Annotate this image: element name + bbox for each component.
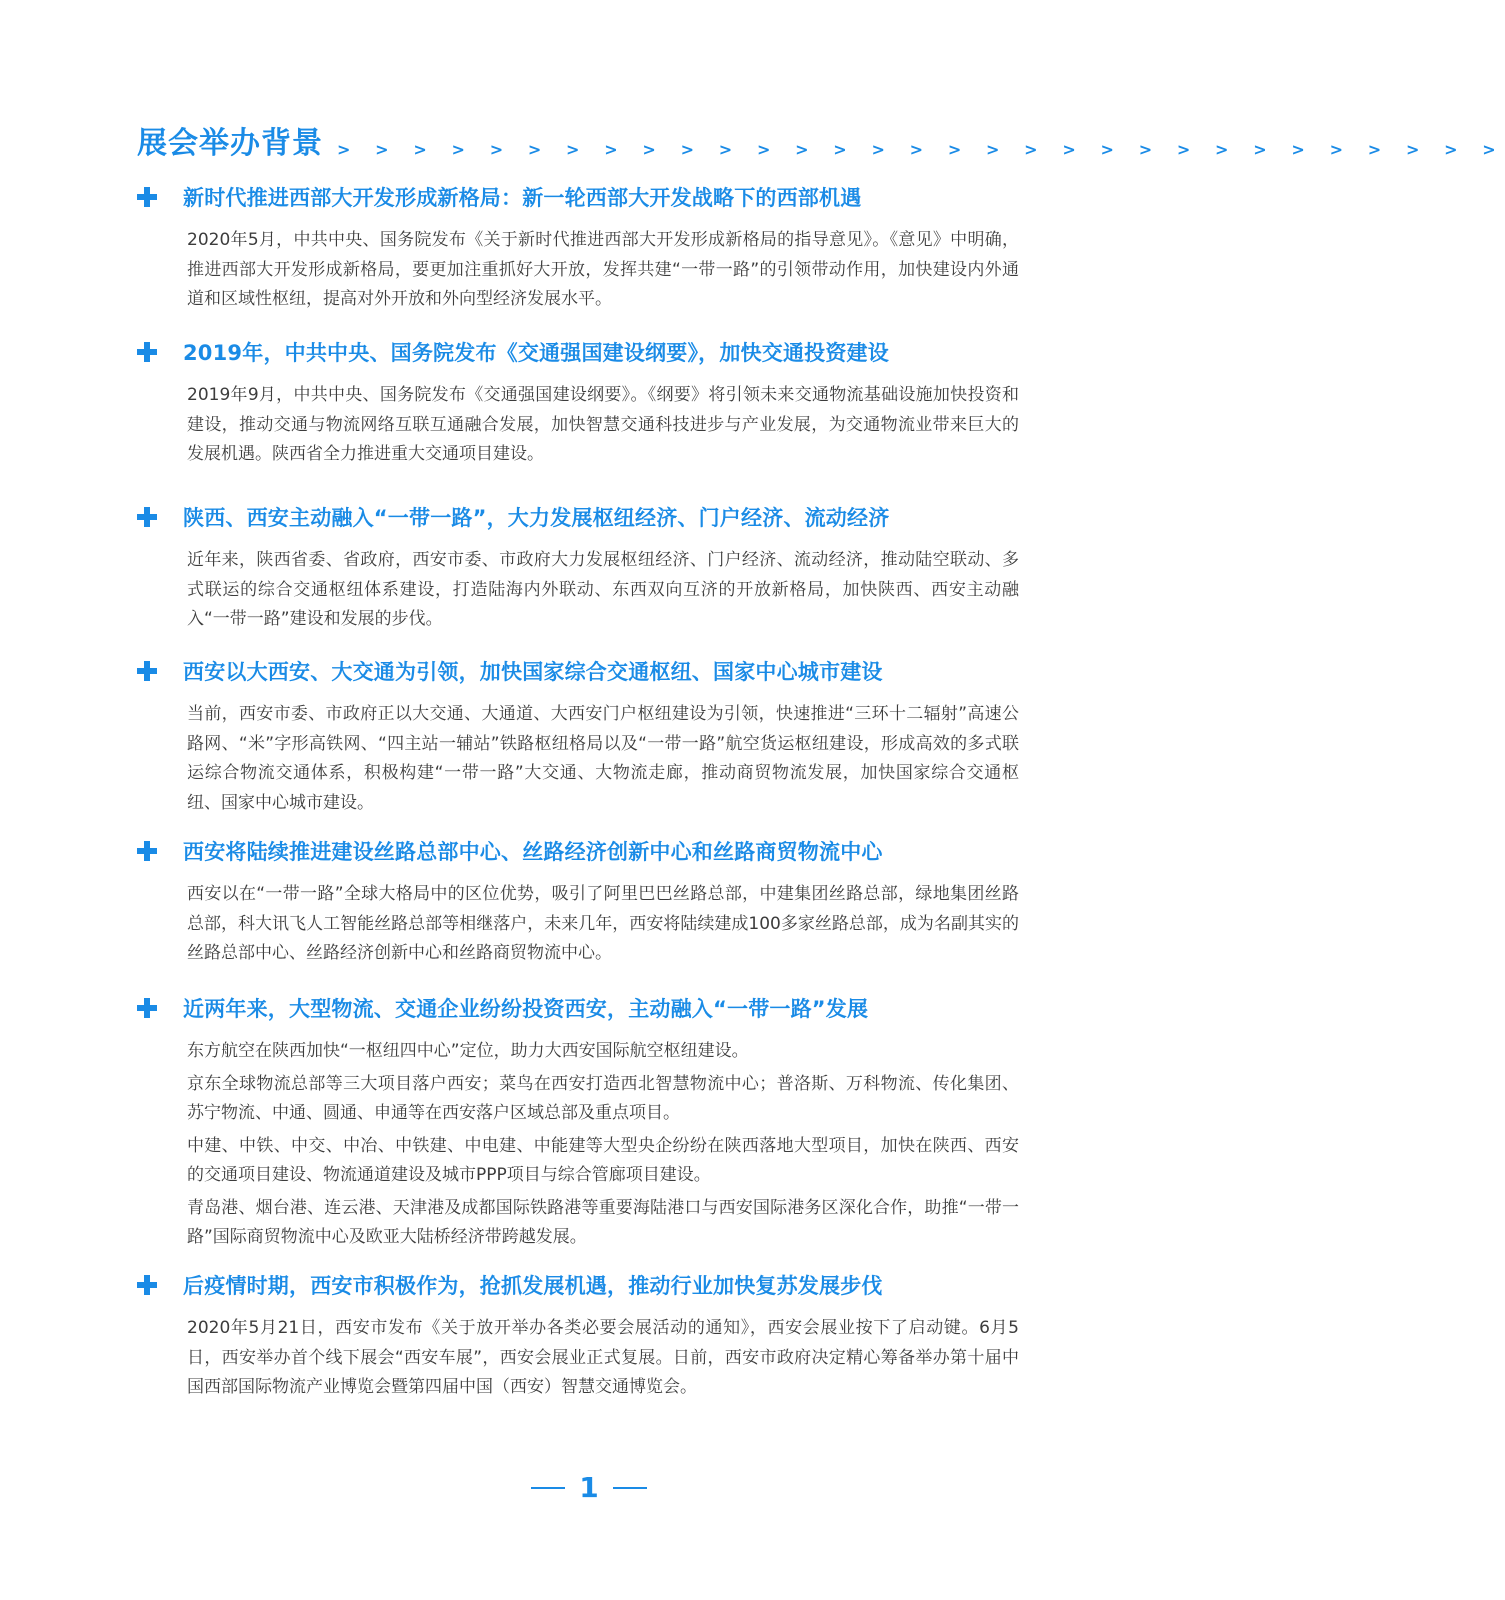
section-paragraph: 青岛港、烟台港、连云港、天津港及成都国际铁路港等重要海陆港口与西安国际港务区深化合作，助推“一带一路”国际商贸物流中心及欧亚大陆桥经济带跨越发展。 (187, 1197, 1019, 1247)
section-paragraph: 中建、中铁、中交、中冶、中铁建、中电建、中能建等大型央企纷纷在陕西落地大型项目，加快在陕西、西安的交通项目建设、物流通道建设及城市PPP项目与综合管廊项目建设。 (187, 1135, 1019, 1185)
title-chevron-decoration: > > > > > > > > > > > > > > > > > > > > > > > > > > > > > > > (337, 140, 1505, 159)
footer-rule-left (531, 1487, 565, 1489)
section-paragraph: 西安以在“一带一路”全球大格局中的区位优势，吸引了阿里巴巴丝路总部，中建集团丝路总部，绿地集团丝路总部，科大讯飞人工智能丝路总部等相继落户，未来几年，西安将陆续建成100多家丝路总部，成为名副其实的丝路总部中心、丝路经济创新中心和丝路商贸物流中心。 (187, 884, 1019, 963)
page-number: 1 (579, 1471, 599, 1504)
section-post-pandemic (137, 1268, 1027, 1403)
section-header (137, 654, 1027, 688)
plus-icon (137, 998, 157, 1018)
section-body (187, 700, 1019, 818)
section-paragraph: 京东全球物流总部等三大项目落户西安；菜鸟在西安打造西北智慧物流中心；普洛斯、万科物流、传化集团、苏宁物流、中通、圆通、申通等在西安落户区域总部及重点项目。 (187, 1073, 1019, 1123)
section-header (137, 1268, 1027, 1302)
section-title: 新时代推进西部大开发形成新格局：新一轮西部大开发战略下的西部机遇 (183, 186, 862, 210)
section-belt-and-road (137, 500, 1027, 635)
plus-icon (137, 661, 157, 681)
section-header (137, 834, 1027, 868)
footer-rule-right (613, 1487, 647, 1489)
section-transport-outline (137, 335, 1027, 470)
plus-icon (137, 507, 157, 527)
plus-icon (137, 342, 157, 362)
section-paragraph: 东方航空在陕西加快“一枢纽四中心”定位，助力大西安国际航空枢纽建设。 (187, 1041, 749, 1061)
section-header (137, 335, 1027, 369)
plus-icon (137, 1275, 157, 1295)
page-title: 展会举办背景 (137, 126, 323, 161)
plus-icon (137, 841, 157, 861)
section-body (187, 381, 1019, 470)
section-paragraph: 当前，西安市委、市政府正以大交通、大通道、大西安门户枢纽建设为引领，快速推进“三环十二辐射”高速公路网、“米”字形高铁网、“四主站一辅站”铁路枢纽格局以及“一带一路”航空货运枢纽建设，形成高效的多式联运综合物流交通体系，积极构建“一带一路”大交通、大物流走廊，推动商贸物流发展，加快国家综合交通枢纽、国家中心城市建设。 (187, 704, 1019, 813)
section-title: 西安将陆续推进建设丝路总部中心、丝路经济创新中心和丝路商贸物流中心 (183, 840, 883, 864)
page-header (137, 112, 1505, 164)
section-title: 西安以大西安、大交通为引领，加快国家综合交通枢纽、国家中心城市建设 (183, 660, 883, 684)
section-body (187, 546, 1019, 635)
section-paragraph: 近年来，陕西省委、省政府，西安市委、市政府大力发展枢纽经济、门户经济、流动经济，推动陆空联动、多式联运的综合交通枢纽体系建设，打造陆海内外联动、东西双向互济的开放新格局，加快陕西、西安主动融入“一带一路”建设和发展的步伐。 (187, 550, 1019, 629)
section-title: 后疫情时期，西安市积极作为，抢抓发展机遇，推动行业加快复苏发展步伐 (183, 1274, 883, 1298)
section-title: 近两年来，大型物流、交通企业纷纷投资西安，主动融入“一带一路”发展 (183, 997, 869, 1021)
page-footer (0, 1470, 1178, 1506)
section-enterprise-investment (137, 991, 1027, 1253)
plus-icon (137, 187, 157, 207)
section-silk-road-hq (137, 834, 1027, 969)
section-title: 2019年，中共中央、国务院发布《交通强国建设纲要》，加快交通投资建设 (183, 341, 889, 365)
section-header (137, 180, 1027, 214)
section-body (187, 226, 1019, 315)
section-paragraph: 2020年5月，中共中央、国务院发布《关于新时代推进西部大开发形成新格局的指导意见》。《意见》中明确，推进西部大开发形成新格局，要更加注重抓好大开放，发挥共建“一带一路”的引领带动作用，加快建设内外通道和区域性枢纽，提高对外开放和外向型经济发展水平。 (187, 230, 1019, 309)
section-paragraph: 2020年5月21日，西安市发布《关于放开举办各类必要会展活动的通知》，西安会展业按下了启动键。6月5日，西安举办首个线下展会“西安车展”，西安会展业正式复展。日前，西安市政府决定精心筹备举办第十届中国西部国际物流产业博览会暨第四届中国（西安）智慧交通博览会。 (187, 1318, 1019, 1397)
section-header (137, 500, 1027, 534)
section-paragraph: 2019年9月，中共中央、国务院发布《交通强国建设纲要》。《纲要》将引领未来交通物流基础设施加快投资和建设，推动交通与物流网络互联互通融合发展，加快智慧交通科技进步与产业发展，为交通物流业带来巨大的发展机遇。陕西省全力推进重大交通项目建设。 (187, 385, 1019, 464)
section-body (187, 1037, 1019, 1253)
section-body (187, 1314, 1019, 1403)
section-western-development (137, 180, 1027, 315)
section-transport-hub (137, 654, 1027, 818)
section-body (187, 880, 1019, 969)
section-header (137, 991, 1027, 1025)
section-title: 陕西、西安主动融入“一带一路”，大力发展枢纽经济、门户经济、流动经济 (183, 506, 890, 530)
